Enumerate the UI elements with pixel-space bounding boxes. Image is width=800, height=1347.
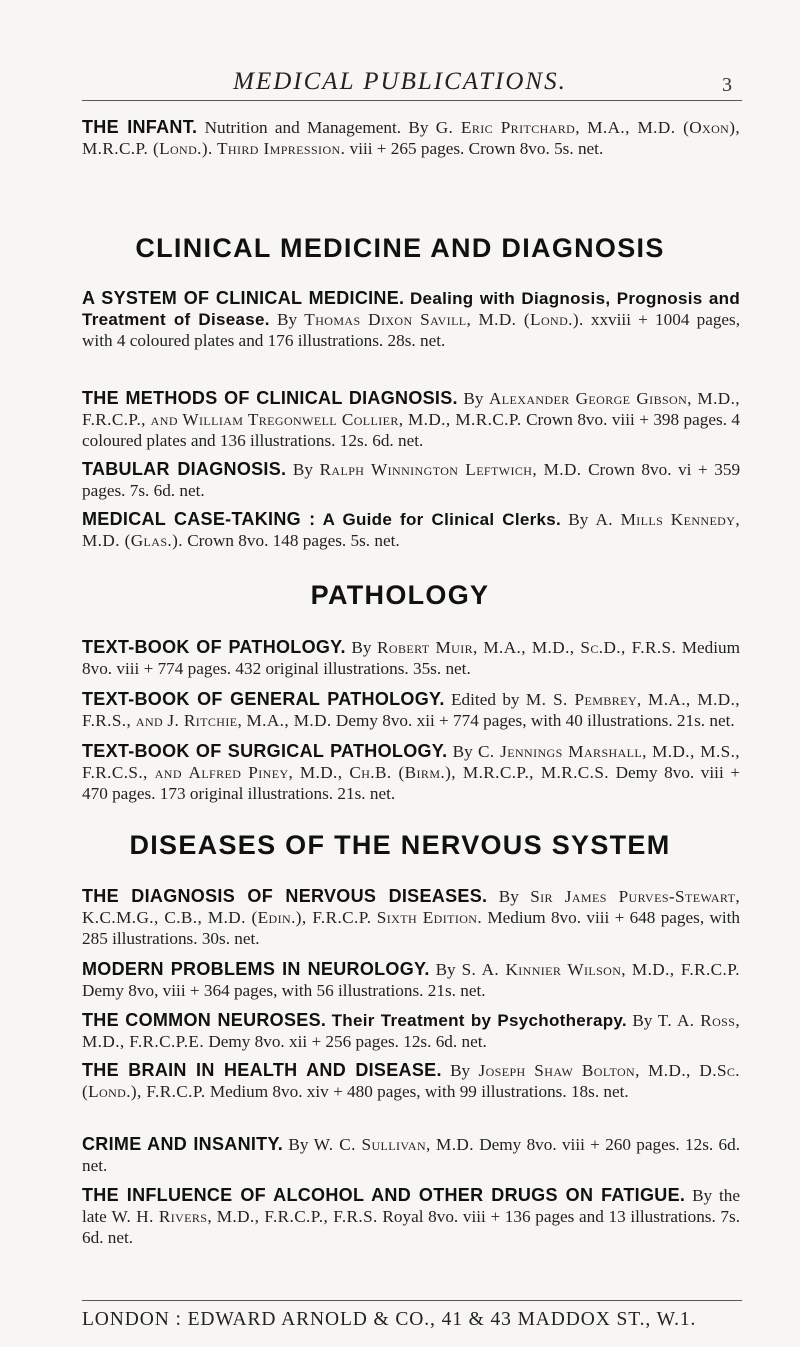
book-entry	[82, 741, 740, 804]
book-credentials: M.A., M.D. (Oxon), M.R.C.P. (Lond.).	[82, 118, 741, 158]
footer-rule	[82, 1300, 742, 1301]
book-credentials: K.C.M.G., C.B., M.D. (Edin.), F.R.C.P.	[82, 908, 372, 927]
book-subtitle: Dealing with Diagnosis, Prognosis and Treatment of Disease.	[82, 289, 741, 329]
book-title: CRIME AND INSANITY.	[82, 1134, 284, 1154]
book-by: By	[463, 389, 484, 408]
book-details: xxviii + 1004 pages, with 4 coloured plates and 176 illustrations. 28s. net.	[82, 310, 741, 350]
book-credentials: M.D., F.R.C.P., F.R.S.	[216, 1207, 378, 1226]
book-by: By	[632, 1011, 653, 1030]
book-author: Robert Muir,	[377, 638, 478, 657]
book-second-author: William Tregonwell Collier,	[182, 410, 404, 429]
book-credentials: M.D.	[436, 1135, 474, 1154]
book-author: W. C. Sullivan,	[313, 1135, 431, 1154]
book-details: Crown 8vo. 148 pages. 5s. net.	[187, 531, 400, 550]
book-second-credentials: M.D., Ch.B. (Birm.), M.R.C.P., M.R.C.S.	[299, 763, 609, 782]
book-title: TABULAR DIAGNOSIS.	[82, 459, 287, 479]
book-author: W. H. Rivers,	[111, 1207, 213, 1226]
book-details: Demy 8vo. viii + 470 pages. 173 original illustrations. 21s. net.	[82, 763, 740, 803]
book-title: THE BRAIN IN HEALTH AND DISEASE.	[82, 1060, 442, 1080]
book-credentials: M.D., F.R.C.P.E.	[82, 1032, 205, 1051]
book-title: MEDICAL CASE-TAKING :	[82, 509, 316, 529]
book-by: By	[292, 460, 313, 479]
book-credentials: M.D., F.R.C.P.	[631, 960, 740, 979]
book-second-author: J. Ritchie,	[167, 711, 243, 730]
page-number: 3	[722, 74, 732, 96]
book-credentials: M.D., F.R.C.P., and	[82, 389, 741, 429]
book-author: T. A. Ross,	[657, 1011, 741, 1030]
book-credentials: M.A., M.D., F.R.S., and	[82, 690, 741, 730]
book-entry	[82, 1060, 740, 1102]
book-author: G. Eric Pritchard,	[435, 118, 580, 137]
book-credentials: M.D. (Glas.).	[82, 531, 183, 550]
book-entry	[82, 959, 740, 1001]
section-heading: CLINICAL MEDICINE AND DIAGNOSIS	[135, 233, 665, 263]
book-entry	[82, 459, 740, 501]
book-subtitle: Their Treatment by Psychotherapy.	[331, 1011, 627, 1030]
book-by: By	[568, 510, 589, 529]
book-by: By	[288, 1135, 309, 1154]
book-entry	[82, 1134, 740, 1176]
book-author: Alexander George Gibson,	[489, 389, 692, 408]
book-title: THE COMMON NEUROSES.	[82, 1010, 327, 1030]
book-title: TEXT-BOOK OF GENERAL PATHOLOGY.	[82, 689, 445, 709]
book-title: THE DIAGNOSIS OF NERVOUS DISEASES.	[82, 886, 488, 906]
book-details: Medium 8vo. xiv + 480 pages, with 99 illustrations. 18s. net.	[209, 1082, 629, 1101]
book-details: Medium 8vo. viii + 774 pages. 432 original illustrations. 35s. net.	[82, 638, 741, 678]
book-details: Royal 8vo. viii + 136 pages and 13 illustrations. 7s. 6d. net.	[82, 1207, 741, 1247]
book-by: By	[452, 742, 473, 761]
book-second-credentials: M.D., M.R.C.P.	[407, 410, 522, 429]
book-entry	[82, 288, 740, 351]
book-credentials: M.D., D.Sc. (Lond.), F.R.C.P.	[82, 1061, 741, 1101]
book-subtitle: A Guide for Clinical Clerks.	[322, 510, 562, 529]
header-rule	[82, 100, 742, 101]
section-heading: DISEASES OF THE NERVOUS SYSTEM	[129, 830, 671, 860]
book-author: Joseph Shaw Bolton,	[478, 1061, 640, 1080]
book-second-credentials: M.A., M.D.	[246, 711, 332, 730]
book-details: viii + 265 pages. Crown 8vo. 5s. net.	[349, 139, 604, 158]
book-by: By	[498, 887, 519, 906]
book-edition: Third Impression.	[216, 139, 346, 158]
book-title: TEXT-BOOK OF SURGICAL PATHOLOGY.	[82, 741, 448, 761]
book-title: MODERN PROBLEMS IN NEUROLOGY.	[82, 959, 430, 979]
section-heading: PATHOLOGY	[310, 580, 490, 610]
book-details: Demy 8vo. xii + 256 pages. 12s. 6d. net.	[208, 1032, 487, 1051]
book-by: By	[277, 310, 298, 329]
book-author: Ralph Winnington Leftwich,	[319, 460, 538, 479]
book-by: By	[435, 960, 456, 979]
book-subtitle: Nutrition and Management.	[204, 118, 402, 137]
book-edition: Sixth Edition.	[376, 908, 483, 927]
book-credentials: M.D.	[543, 460, 582, 479]
book-entry	[82, 886, 740, 949]
book-entry	[82, 689, 740, 731]
book-details: Demy 8vo. viii + 260 pages. 12s. 6d. net.	[82, 1135, 740, 1175]
book-author: Sir James Purves-Stewart,	[530, 887, 741, 906]
book-credentials: M.D., M.S., F.R.C.S., and	[82, 742, 741, 782]
book-details: Crown 8vo. vi + 359 pages. 7s. 6d. net.	[82, 460, 741, 500]
book-by: By the late	[82, 1186, 740, 1226]
book-entry	[82, 117, 740, 159]
book-by: By	[351, 638, 372, 657]
book-credentials: M.A., M.D., Sc.D., F.R.S.	[483, 638, 677, 657]
book-entry	[82, 1010, 740, 1052]
book-title: THE METHODS OF CLINICAL DIAGNOSIS.	[82, 388, 458, 408]
book-title: TEXT-BOOK OF PATHOLOGY.	[82, 637, 346, 657]
book-entry	[82, 637, 740, 679]
book-credentials: M.D. (Lond.).	[478, 310, 584, 329]
book-author: M. S. Pembrey,	[525, 690, 642, 709]
book-title: THE INFANT.	[82, 117, 198, 137]
book-entry	[82, 509, 740, 551]
book-details: Crown 8vo. viii + 398 pages. 4 coloured plates and 136 illustrations. 12s. 6d. net.	[82, 410, 741, 450]
book-details: Demy 8vo, viii + 364 pages, with 56 illustrations. 21s. net.	[82, 981, 486, 1000]
book-author: Thomas Dixon Savill,	[304, 310, 472, 329]
running-head: MEDICAL PUBLICATIONS.	[233, 68, 567, 95]
book-title: A SYSTEM OF CLINICAL MEDICINE.	[82, 288, 405, 308]
book-author: A. Mills Kennedy,	[595, 510, 741, 529]
book-second-author: Alfred Piney,	[188, 763, 294, 782]
book-author: S. A. Kinnier Wilson,	[461, 960, 626, 979]
book-details: Medium 8vo. viii + 648 pages, with 285 illustrations. 30s. net.	[82, 908, 741, 948]
book-by: Edited by	[451, 690, 520, 709]
book-details: Demy 8vo. xii + 774 pages, with 40 illustrations. 21s. net.	[335, 711, 735, 730]
book-entry	[82, 1185, 740, 1248]
publisher-imprint: LONDON : EDWARD ARNOLD & CO., 41 & 43 MADDOX ST., W.1.	[82, 1309, 697, 1330]
book-by: By	[408, 118, 429, 137]
book-entry	[82, 388, 740, 451]
book-by: By	[450, 1061, 471, 1080]
book-author: C. Jennings Marshall,	[477, 742, 647, 761]
book-title: THE INFLUENCE OF ALCOHOL AND OTHER DRUGS ON FATIGUE.	[82, 1185, 686, 1205]
